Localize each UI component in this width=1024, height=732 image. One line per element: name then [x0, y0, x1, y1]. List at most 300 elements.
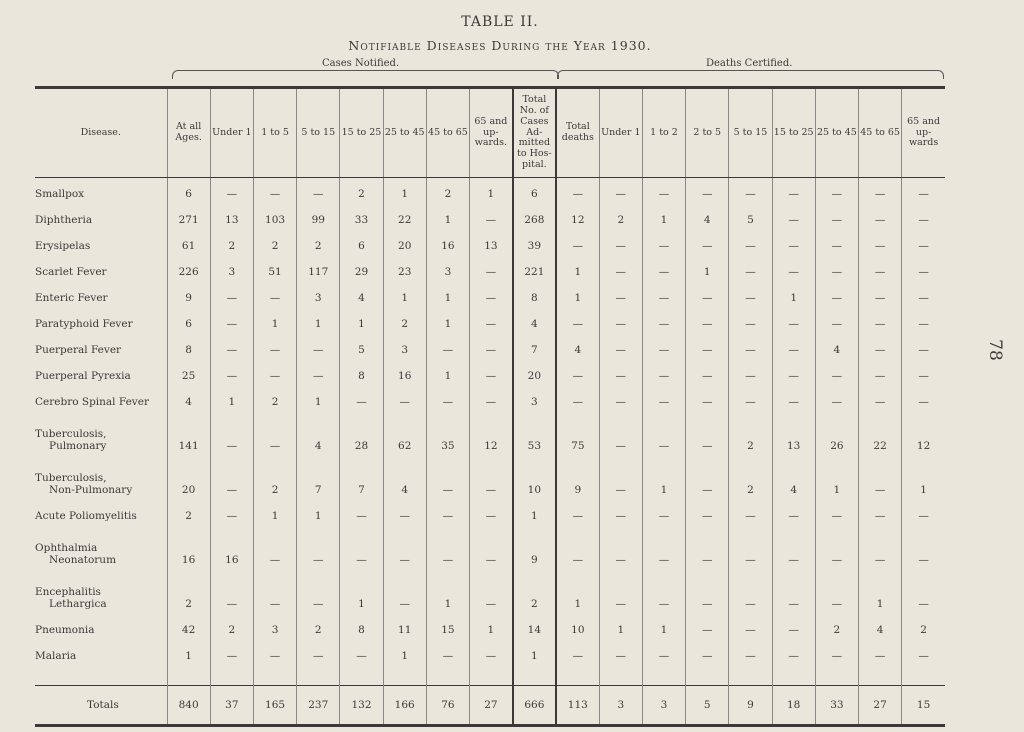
table-cell: —	[772, 640, 815, 666]
empty-cell	[513, 666, 556, 686]
table-cell: —	[729, 640, 772, 666]
table-cell: 1	[470, 178, 513, 204]
table-cell: 141	[167, 412, 210, 456]
table-cell: 11	[383, 614, 426, 640]
table-cell: —	[340, 500, 383, 526]
table-subtitle: Notifiable Diseases During the Year 1930.	[348, 38, 652, 53]
disease-name	[35, 308, 167, 334]
table-cell: 4	[686, 204, 729, 230]
table-cell: —	[253, 360, 296, 386]
table-cell: —	[772, 256, 815, 282]
table-cell: —	[686, 282, 729, 308]
table-cell: 103	[253, 204, 296, 230]
table-cell: 271	[167, 204, 210, 230]
table-cell: —	[686, 308, 729, 334]
table-cell: —	[253, 570, 296, 614]
table-cell: —	[642, 334, 685, 360]
table-cell: —	[642, 360, 685, 386]
table-cell: —	[686, 334, 729, 360]
table-cell: 33	[815, 686, 858, 726]
table-cell: 1	[210, 386, 253, 412]
table-cell: 61	[167, 230, 210, 256]
table-cell: —	[686, 412, 729, 456]
table-cell: —	[729, 570, 772, 614]
table-row	[35, 256, 945, 282]
table-cell: 53	[513, 412, 556, 456]
table-cell: —	[642, 500, 685, 526]
disease-label-line: Lethargica	[49, 597, 107, 610]
table-cell: —	[297, 178, 340, 204]
table-cell: 3	[599, 686, 642, 726]
table-cell: —	[642, 178, 685, 204]
table-cell: 2	[426, 178, 469, 204]
table-cell: 20	[513, 360, 556, 386]
table-cell: 9	[513, 526, 556, 570]
table-cell: 18	[772, 686, 815, 726]
table-cell: 1	[686, 256, 729, 282]
table-cell: —	[599, 412, 642, 456]
table-cell: 15	[902, 686, 945, 726]
table-cell: —	[470, 500, 513, 526]
table-cell: —	[426, 386, 469, 412]
table-cell: 27	[859, 686, 902, 726]
table-cell: 2	[815, 614, 858, 640]
table-cell: 8	[340, 360, 383, 386]
table-cell: —	[902, 230, 945, 256]
column-header: Total deaths	[556, 88, 599, 178]
table-cell: 268	[513, 204, 556, 230]
table-cell: —	[599, 308, 642, 334]
table-cell: —	[470, 282, 513, 308]
table-cell: 28	[340, 412, 383, 456]
disease-label-line: Malaria	[35, 649, 77, 662]
table-cell: 1	[167, 640, 210, 666]
table-cell: —	[815, 526, 858, 570]
table-cell: 2	[729, 412, 772, 456]
spacer-row	[35, 666, 945, 686]
table-cell: 1	[340, 570, 383, 614]
table-row	[35, 500, 945, 526]
table-cell: —	[686, 640, 729, 666]
table-cell: —	[383, 570, 426, 614]
column-header: 15 to 25	[340, 88, 383, 178]
column-header: 1 to 2	[642, 88, 685, 178]
table-row	[35, 614, 945, 640]
table-cell: 14	[513, 614, 556, 640]
table-cell: —	[470, 256, 513, 282]
table-cell: 3	[253, 614, 296, 640]
empty-cell	[426, 666, 469, 686]
table-cell: 62	[383, 412, 426, 456]
table-cell: 2	[729, 456, 772, 500]
table-cell: 1	[642, 614, 685, 640]
table-cell: —	[902, 570, 945, 614]
table-cell: —	[902, 360, 945, 386]
table-cell: 2	[383, 308, 426, 334]
table-cell: 1	[383, 282, 426, 308]
empty-cell	[383, 666, 426, 686]
disease-label-line: Cerebro Spinal Fever	[35, 395, 149, 408]
table-cell: 2	[340, 178, 383, 204]
table-cell: —	[210, 500, 253, 526]
disease-name	[35, 256, 167, 282]
empty-cell	[340, 666, 383, 686]
table-cell: —	[815, 256, 858, 282]
table-cell: 4	[340, 282, 383, 308]
table-cell: 2	[297, 614, 340, 640]
table-cell: 10	[556, 614, 599, 640]
empty-cell	[729, 666, 772, 686]
table-cell: —	[599, 386, 642, 412]
table-cell: —	[772, 614, 815, 640]
empty-cell	[642, 666, 685, 686]
table-cell: 2	[253, 230, 296, 256]
table-row	[35, 308, 945, 334]
table-row	[35, 456, 945, 500]
disease-label-line: Paratyphoid Fever	[35, 317, 133, 330]
table-cell: 1	[556, 282, 599, 308]
column-header: 45 to 65	[859, 88, 902, 178]
column-header: Under 1	[599, 88, 642, 178]
group-cases-notified: Cases Notified.	[322, 58, 400, 69]
totals-row	[35, 686, 945, 726]
table-cell: 1	[426, 360, 469, 386]
column-header: Disease.	[35, 88, 167, 178]
table-cell: 2	[253, 456, 296, 500]
table-cell: 1	[297, 500, 340, 526]
table-cell: 4	[772, 456, 815, 500]
table-cell: 29	[340, 256, 383, 282]
table-cell: —	[859, 500, 902, 526]
empty-cell	[210, 666, 253, 686]
table-cell: —	[772, 308, 815, 334]
column-header: 5 to 15	[297, 88, 340, 178]
table-cell: —	[729, 360, 772, 386]
table-cell: 4	[167, 386, 210, 412]
table-cell: —	[772, 500, 815, 526]
table-cell: —	[599, 178, 642, 204]
table-cell: —	[815, 500, 858, 526]
table-cell: —	[642, 308, 685, 334]
table-cell: —	[729, 230, 772, 256]
table-cell: 4	[297, 412, 340, 456]
empty-cell	[253, 666, 296, 686]
table-cell: —	[210, 282, 253, 308]
disease-label-line: Non-Pulmonary	[49, 483, 133, 496]
empty-cell	[167, 666, 210, 686]
column-header: 25 to 45	[815, 88, 858, 178]
table-row	[35, 204, 945, 230]
table-cell: 2	[513, 570, 556, 614]
table-cell: 1	[513, 500, 556, 526]
table-cell: 7	[513, 334, 556, 360]
disease-label-line: Encephalitis	[35, 585, 101, 598]
table-cell: 1	[470, 614, 513, 640]
table-cell: 4	[815, 334, 858, 360]
disease-label-line: Ophthalmia	[35, 541, 98, 554]
table-cell: 166	[383, 686, 426, 726]
table-row	[35, 570, 945, 614]
table-cell: —	[383, 386, 426, 412]
column-header: 25 to 45	[383, 88, 426, 178]
table-cell: —	[729, 178, 772, 204]
table-cell: 237	[297, 686, 340, 726]
table-cell: 1	[556, 256, 599, 282]
table-cell: 3	[297, 282, 340, 308]
table-cell: 5	[340, 334, 383, 360]
table-cell: —	[210, 570, 253, 614]
table-cell: —	[599, 230, 642, 256]
table-cell: —	[902, 526, 945, 570]
table-cell: 22	[383, 204, 426, 230]
table-cell: 16	[210, 526, 253, 570]
table-cell: —	[297, 334, 340, 360]
table-cell: 4	[556, 334, 599, 360]
empty-cell	[815, 666, 858, 686]
table-cell: —	[556, 500, 599, 526]
table-cell: —	[340, 526, 383, 570]
table-cell: 1	[297, 386, 340, 412]
table-cell: —	[815, 386, 858, 412]
table-row	[35, 386, 945, 412]
table-cell: —	[902, 204, 945, 230]
table-cell: 6	[513, 178, 556, 204]
table-cell: —	[772, 360, 815, 386]
table-cell: 5	[729, 204, 772, 230]
empty-cell	[859, 666, 902, 686]
table-cell: —	[859, 386, 902, 412]
table-cell: 6	[340, 230, 383, 256]
table-cell: —	[729, 308, 772, 334]
table-cell: —	[859, 456, 902, 500]
table-cell: 16	[383, 360, 426, 386]
table-cell: —	[556, 230, 599, 256]
table-cell: —	[470, 334, 513, 360]
table-cell: 25	[167, 360, 210, 386]
table-cell: —	[599, 456, 642, 500]
empty-cell	[35, 666, 167, 686]
column-header: 15 to 25	[772, 88, 815, 178]
column-header: 45 to 65	[426, 88, 469, 178]
table-cell: —	[859, 282, 902, 308]
table-cell: —	[815, 640, 858, 666]
table-cell: —	[729, 386, 772, 412]
header-row	[35, 88, 945, 178]
table-cell: —	[253, 412, 296, 456]
table-cell: 226	[167, 256, 210, 282]
disease-name	[35, 334, 167, 360]
deaths-brace	[557, 70, 944, 79]
table-cell: 1	[513, 640, 556, 666]
table-cell: 2	[599, 204, 642, 230]
table-cell: —	[686, 230, 729, 256]
table-cell: —	[772, 230, 815, 256]
table-cell: 51	[253, 256, 296, 282]
disease-name	[35, 456, 167, 500]
table-cell: 1	[556, 570, 599, 614]
disease-label-line: Diphtheria	[35, 213, 93, 226]
table-cell: 3	[642, 686, 685, 726]
table-cell: 1	[426, 282, 469, 308]
table-cell: 5	[686, 686, 729, 726]
disease-name	[35, 500, 167, 526]
table-title: TABLE II.	[461, 14, 539, 30]
table-cell: —	[772, 178, 815, 204]
disease-label-line: Pulmonary	[49, 439, 107, 452]
table-cell: —	[426, 526, 469, 570]
disease-name	[35, 360, 167, 386]
table-cell: 1	[815, 456, 858, 500]
table-cell: 13	[772, 412, 815, 456]
table-cell: —	[253, 282, 296, 308]
table-row	[35, 230, 945, 256]
column-header: 65 and up- wards.	[470, 88, 513, 178]
table-cell: 1	[859, 570, 902, 614]
table-cell: 23	[383, 256, 426, 282]
table-cell: —	[902, 500, 945, 526]
table-cell: 1	[383, 178, 426, 204]
table-cell: 1	[599, 614, 642, 640]
table-cell: 2	[210, 230, 253, 256]
table-cell: 6	[167, 178, 210, 204]
table-cell: —	[297, 360, 340, 386]
disease-label-line: Tuberculosis,	[35, 471, 107, 484]
empty-cell	[902, 666, 945, 686]
table-cell: —	[642, 640, 685, 666]
table-cell: —	[297, 640, 340, 666]
table-row	[35, 282, 945, 308]
table-cell: —	[556, 640, 599, 666]
table-cell: 20	[383, 230, 426, 256]
table-cell: —	[599, 526, 642, 570]
table-cell: —	[902, 282, 945, 308]
table-cell: —	[859, 360, 902, 386]
table-cell: 8	[167, 334, 210, 360]
column-header: Under 1	[210, 88, 253, 178]
table-cell: —	[297, 526, 340, 570]
disease-name	[35, 526, 167, 570]
table-cell: —	[426, 334, 469, 360]
table-cell: —	[253, 334, 296, 360]
table-cell: —	[686, 360, 729, 386]
table-cell: 6	[167, 308, 210, 334]
table-cell: 2	[253, 386, 296, 412]
table-cell: 12	[470, 412, 513, 456]
disease-label-line: Puerperal Pyrexia	[35, 369, 131, 382]
table-cell: —	[253, 640, 296, 666]
table-cell: —	[556, 386, 599, 412]
table-cell: 16	[167, 526, 210, 570]
table-cell: 7	[340, 456, 383, 500]
disease-name	[35, 570, 167, 614]
table-cell: —	[686, 526, 729, 570]
column-header: At all Ages.	[167, 88, 210, 178]
table-cell: —	[859, 334, 902, 360]
table-cell: —	[340, 386, 383, 412]
table-cell: —	[470, 204, 513, 230]
table-cell: —	[642, 526, 685, 570]
table-cell: —	[686, 178, 729, 204]
empty-cell	[297, 666, 340, 686]
disease-label-line: Puerperal Fever	[35, 343, 122, 356]
table-cell: —	[210, 334, 253, 360]
table-cell: —	[729, 334, 772, 360]
column-header: 2 to 5	[686, 88, 729, 178]
table-cell: —	[815, 570, 858, 614]
table-cell: —	[642, 256, 685, 282]
table-cell: —	[729, 614, 772, 640]
table-cell: 132	[340, 686, 383, 726]
table-cell: 39	[513, 230, 556, 256]
table-cell: —	[642, 570, 685, 614]
table-cell: —	[642, 230, 685, 256]
table-cell: 4	[383, 456, 426, 500]
cases-brace	[172, 70, 559, 79]
disease-name	[35, 282, 167, 308]
table-cell: —	[470, 456, 513, 500]
table-cell: —	[470, 308, 513, 334]
table-cell: —	[902, 640, 945, 666]
disease-label-line: Smallpox	[35, 187, 85, 200]
table-cell: —	[383, 500, 426, 526]
table-cell: 7	[297, 456, 340, 500]
column-header: 1 to 5	[253, 88, 296, 178]
table-cell: —	[902, 256, 945, 282]
table-cell: —	[729, 526, 772, 570]
table-cell: —	[859, 230, 902, 256]
table-cell: 4	[513, 308, 556, 334]
table-cell: —	[556, 178, 599, 204]
table-cell: —	[772, 526, 815, 570]
table-cell: —	[772, 386, 815, 412]
table-cell: —	[599, 334, 642, 360]
table-cell: 9	[729, 686, 772, 726]
table-cell: —	[210, 308, 253, 334]
table-cell: 2	[167, 570, 210, 614]
table-cell: —	[470, 360, 513, 386]
table-cell: —	[599, 360, 642, 386]
table-cell: 1	[642, 456, 685, 500]
table-row	[35, 178, 945, 204]
table-cell: 13	[210, 204, 253, 230]
disease-name	[35, 230, 167, 256]
table-cell: 3	[513, 386, 556, 412]
table-cell: —	[686, 386, 729, 412]
table-cell: 3	[426, 256, 469, 282]
table-cell: 1	[772, 282, 815, 308]
table-cell: —	[859, 308, 902, 334]
table-cell: 1	[340, 308, 383, 334]
table-cell: —	[340, 640, 383, 666]
table-cell: —	[859, 256, 902, 282]
column-header: 5 to 15	[729, 88, 772, 178]
table-cell: —	[859, 526, 902, 570]
table-row	[35, 412, 945, 456]
table-cell: 1	[253, 308, 296, 334]
table-cell: —	[426, 456, 469, 500]
table-cell: 165	[253, 686, 296, 726]
table-cell: 1	[297, 308, 340, 334]
empty-cell	[556, 666, 599, 686]
table-cell: —	[556, 308, 599, 334]
table-cell: 2	[902, 614, 945, 640]
disease-name	[35, 614, 167, 640]
table-cell: —	[902, 178, 945, 204]
table-cell: 75	[556, 412, 599, 456]
table-cell: 4	[859, 614, 902, 640]
table-row	[35, 526, 945, 570]
table-cell: —	[859, 178, 902, 204]
